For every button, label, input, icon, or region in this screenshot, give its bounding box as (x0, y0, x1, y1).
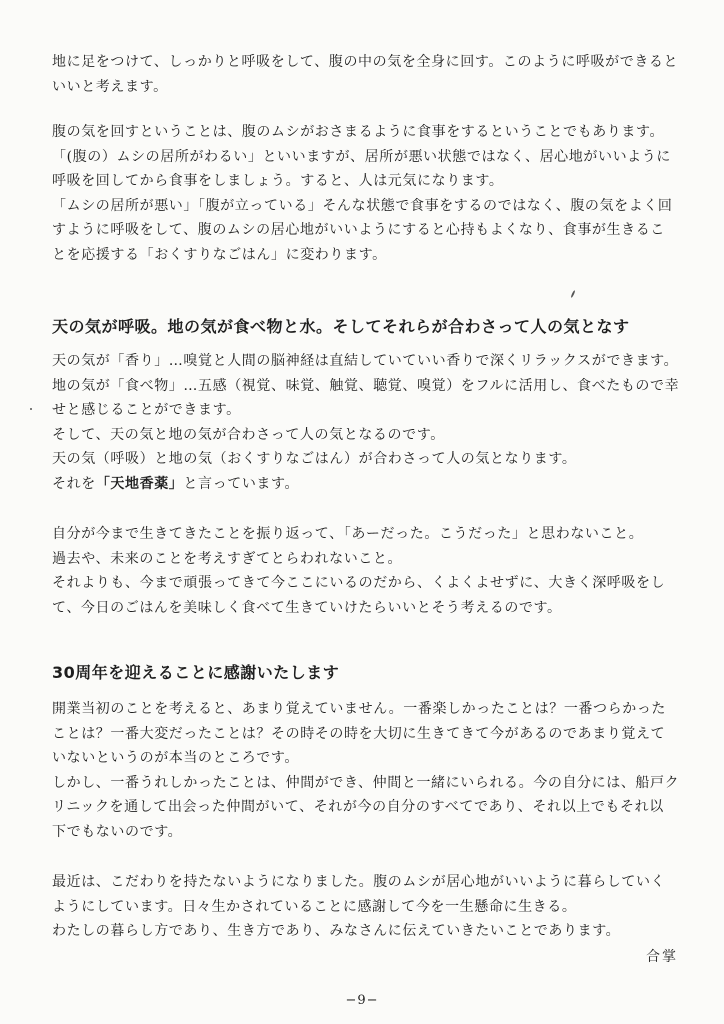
text-line: すように呼吸をして、腹のムシの居心地がいいようにすると心持もよくなり、食事が生きるこ (52, 222, 665, 238)
text-line: せと感じることができます。 (52, 402, 241, 418)
section2-body (52, 697, 684, 844)
text-line: 地に足をつけて、しっかりと呼吸をして、腹の中の気を全身に回す。このように呼吸ができると (52, 54, 679, 70)
text-line: ことは？一番大変だったことは？その時その時を大切に生きてきて今があるのであまり覚えて (52, 725, 666, 742)
belly-paragraph (52, 120, 684, 267)
scan-speck (30, 408, 32, 410)
text-line: 開業当初のことを考えると、あまり覚えていません。一番楽しかったことは？一番つらかった (52, 701, 667, 717)
text-line: 地の気が「食べ物」…五感（視覚、味覚、触覚、聴覚、嗅覚）をフルに活用し、食べたもので幸 (52, 377, 680, 394)
closing-paragraph (52, 870, 684, 944)
text-line: 下でもないのです。 (52, 823, 183, 840)
text-line: いないというのが本当のところです。 (52, 750, 299, 766)
text-line: 「(腹の）ムシの居所がわるい」といいますが、居所が悪い状態ではなく、居心地がいいように (52, 148, 671, 165)
text-line: 「ムシの居所が悪い」「腹が立っている」そんな状態で食事をするのではなく、腹の気をよく回 (52, 197, 673, 214)
tenchi-kouyaku-term: 「天地香薬」 (95, 475, 184, 492)
text-line: 天の気（呼吸）と地の気（おくすりなごはん）が合わさって人の気となります。 (52, 451, 577, 467)
text-line: わたしの暮らし方であり、生き方であり、みなさんに伝えていきたいことであります。 (52, 923, 621, 939)
text-line: そして、天の気と地の気が合わさって人の気となるのです。 (52, 426, 445, 443)
signoff: 合掌 (646, 949, 678, 965)
scan-speck (570, 290, 575, 298)
section-heading: 天の気が呼吸。地の気が食べ物と水。そしてそれらが合わさって人の気となす (52, 317, 630, 336)
reflection-paragraph (52, 522, 684, 620)
text-line: 腹の気を回すということは、腹のムシがおさまるように食事をするということでもあります。 (52, 124, 665, 140)
section1-body (52, 349, 684, 496)
text-line: それよりも、今まで頑張ってきて今ここにいるのだから、くよくよせずに、大きく深呼吸をし (52, 575, 666, 591)
text-line (52, 472, 684, 497)
text-line: 天の気が「香り」…嗅覚と人間の脳神経は直結していていい香りで深くリラックスができます。 (52, 353, 679, 369)
text-line: 呼吸を回してから食事をしましょう。すると、人は元気になります。 (52, 173, 504, 189)
text-line: 過去や、未来のことを考えすぎてとらわれないこと。 (52, 550, 403, 567)
text-line: いいと考えます。 (52, 78, 168, 95)
text-fragment: と言っています。 (183, 475, 300, 492)
text-line: リニックを通して出会った仲間がいて、それが今の自分のすべてであり、それ以上でもそれ以 (52, 799, 664, 815)
text-fragment: それを (52, 475, 96, 492)
text-line: ようにしています。日々生かされていることに感謝して今を一生懸命に生きる。 (52, 898, 577, 915)
text-line: て、今日のごはんを美味しく食べて生きていけたらいいとそう考えるのです。 (52, 599, 562, 616)
text-line: しかし、一番うれしかったことは、仲間ができ、仲間と一緒にいられる。今の自分には、船戸ク (52, 774, 680, 791)
intro-paragraph (52, 50, 684, 99)
text-line: 自分が今まで生きてきたことを振り返って、「あーだった。こうだった」と思わないこと。 (52, 526, 644, 542)
text-line: 最近は、こだわりを持たないようになりました。腹のムシが居心地がいいように暮らしていく (52, 874, 666, 890)
section-heading: 30周年を迎えることに感謝いたします (52, 663, 340, 682)
page-number: −9− (345, 993, 379, 1008)
text-line: とを応援する「おくすりなごはん」に変わります。 (52, 246, 387, 263)
